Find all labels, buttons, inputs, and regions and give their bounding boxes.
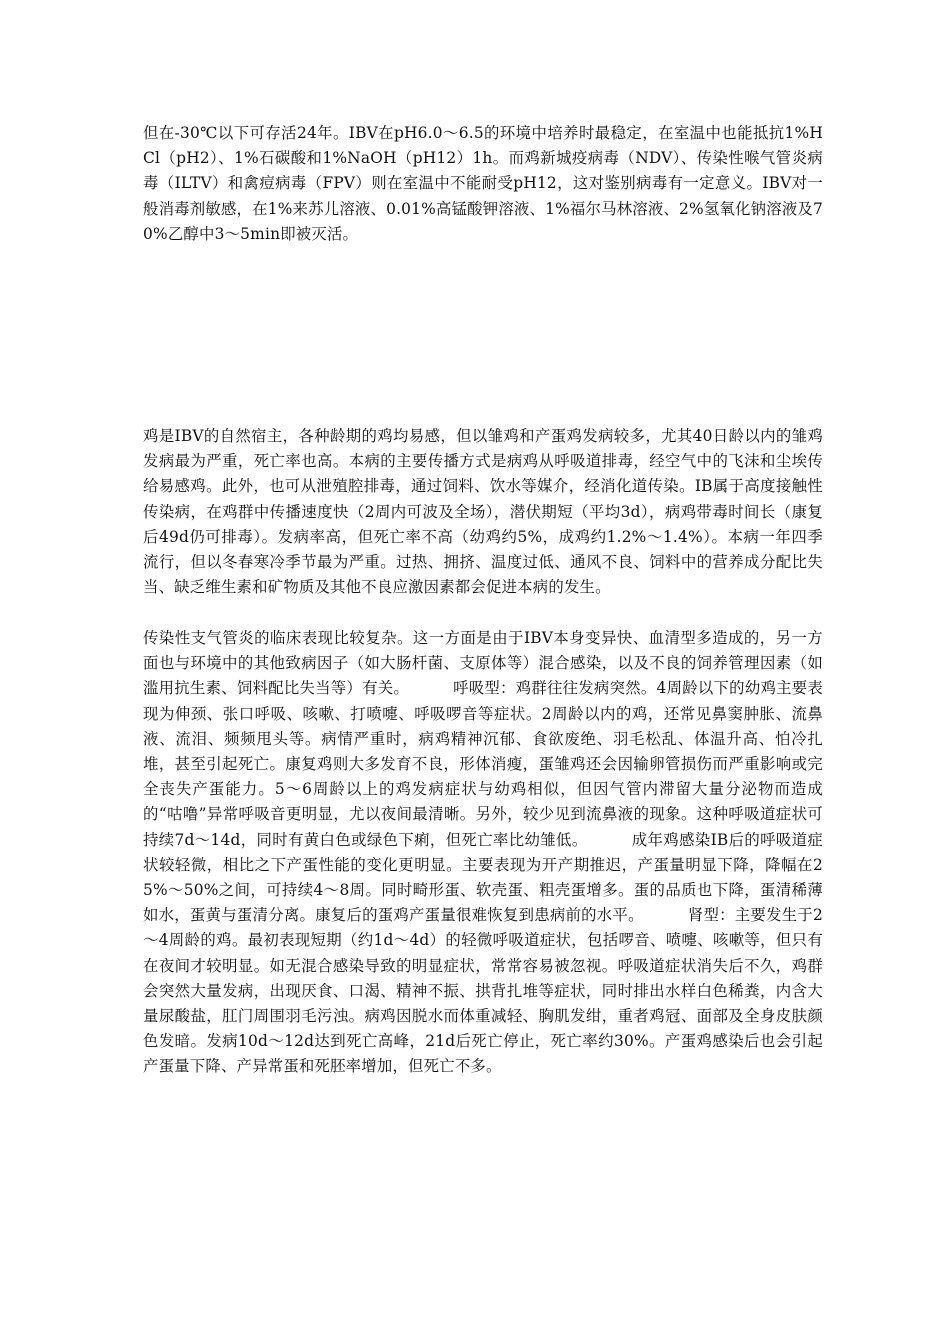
- clinical-renal-type: 肾型：主要发生于2～4周龄的鸡。最初表现短期（约1d～4d）的轻微呼吸道症状，包括啰音、喷嚏、咳嗽等，但只有在夜间才较明显。如无混合感染导致的明显症状，常常容易被忽视。呼吸道症状消失后不久，鸡群会突然大量发病，出现厌食、口渴、精神不振、拱背扎堆等症状，同时排出水样白色稀粪，内含大量尿酸盐，肛门周围羽毛污浊。病鸡因脱水而体重减轻、胸肌发绀，重者鸡冠、面部及全身皮肤颜色发暗。发病10d～12d达到死亡高峰，21d后死亡停止，死亡率约30%。产蛋鸡感染后也会引起产蛋量下降、产异常蛋和死胚率增加，但死亡不多。: [143, 906, 824, 1076]
- clinical-intro: 传染性支气管炎的临床表现比较复杂。这一方面是由于IBV本身变异快、血清型多造成的，另一方面也与环境中的其他致病因子（如大肠杆菌、支原体等）混合感染，以及不良的饲养管理因素（如滥用抗生素、饲料配比失当等）有关。: [143, 629, 823, 698]
- paragraph-virus-resistance: 但在-30℃以下可存活24年。IBV在pH6.0～6.5的环境中培养时最稳定，在室温中也能抵抗1%HCl（pH2）、1%石碳酸和1%NaOH（pH12）1h。而鸡新城疫病毒（NDV）、传染性喉气管炎病毒（ILTV）和禽痘病毒（FPV）则在室温中不能耐受pH12，这对鉴别病毒有一定意义。IBV对一般消毒剂敏感，在1%来苏儿溶液、0.01%高锰酸钾溶液、1%福尔马林溶液、2%氢氧化钠溶液及70%乙醇中3～5min即被灭活。: [143, 124, 824, 243]
- clinical-adult-hens: 成年鸡感染IB后的呼吸道症状较轻微，相比之下产蛋性能的变化更明显。主要表现为开产期推迟，产蛋量明显下降，降幅在25%～50%之间，可持续4～8周。同时畸形蛋、软壳蛋、粗壳蛋增多。蛋的品质也下降，蛋清稀薄如水，蛋黄与蛋清分离。康复后的蛋鸡产蛋量很难恢复到患病前的水平。: [143, 830, 823, 925]
- paragraph-epidemiology: 鸡是IBV的自然宿主，各种龄期的鸡均易感，但以雏鸡和产蛋鸡发病较多，尤其40日龄以内的雏鸡发病最为严重，死亡率也高。本病的主要传播方式是病鸡从呼吸道排毒，经空气中的飞沫和尘埃传给易感鸡。此外，也可从泄殖腔排毒，通过饲料、饮水等媒介，经消化道传染。IB属于高度接触性传染病，在鸡群中传播速度快（2周内可波及全场），潜伏期短（平均3d），病鸡带毒时间长（康复后49d仍可排毒）。发病率高，但死亡率不高（幼鸡约5%，成鸡约1.2%～1.4%）。本病一年四季流行，但以冬春寒冷季节最为严重。过热、拥挤、温度过低、通风不良、饲料中的营养成分配比失当、缺乏维生素和矿物质及其他不良应激因素都会促进本病的发生。: [143, 427, 823, 597]
- clinical-respiratory-type: 呼吸型：鸡群往往发病突然。4周龄以下的幼鸡主要表现为伸颈、张口呼吸、咳嗽、打喷嚏、呼吸啰音等症状。2周龄以内的鸡，还常见鼻窦肿胀、流鼻液、流泪、频频甩头等。病情严重时，病鸡精神沉郁、食欲废绝、羽毛松乱、体温升高、怕冷扎堆，甚至引起死亡。康复鸡则大多发育不良，形体消瘦，蛋雏鸡还会因输卵管损伤而严重影响或完全丧失产蛋能力。5～6周龄以上的鸡发病症状与幼鸡相似，但因气管内滞留大量分泌物而造成的“咕噜”异常呼吸音更明显，尤以夜间最清晰。另外，较少见到流鼻液的现象。这种呼吸道症状可持续7d～14d，同时有黄白色或绿色下痢，但死亡率比幼雏低。: [143, 679, 823, 849]
- paragraph-clinical-signs: [143, 626, 823, 1080]
